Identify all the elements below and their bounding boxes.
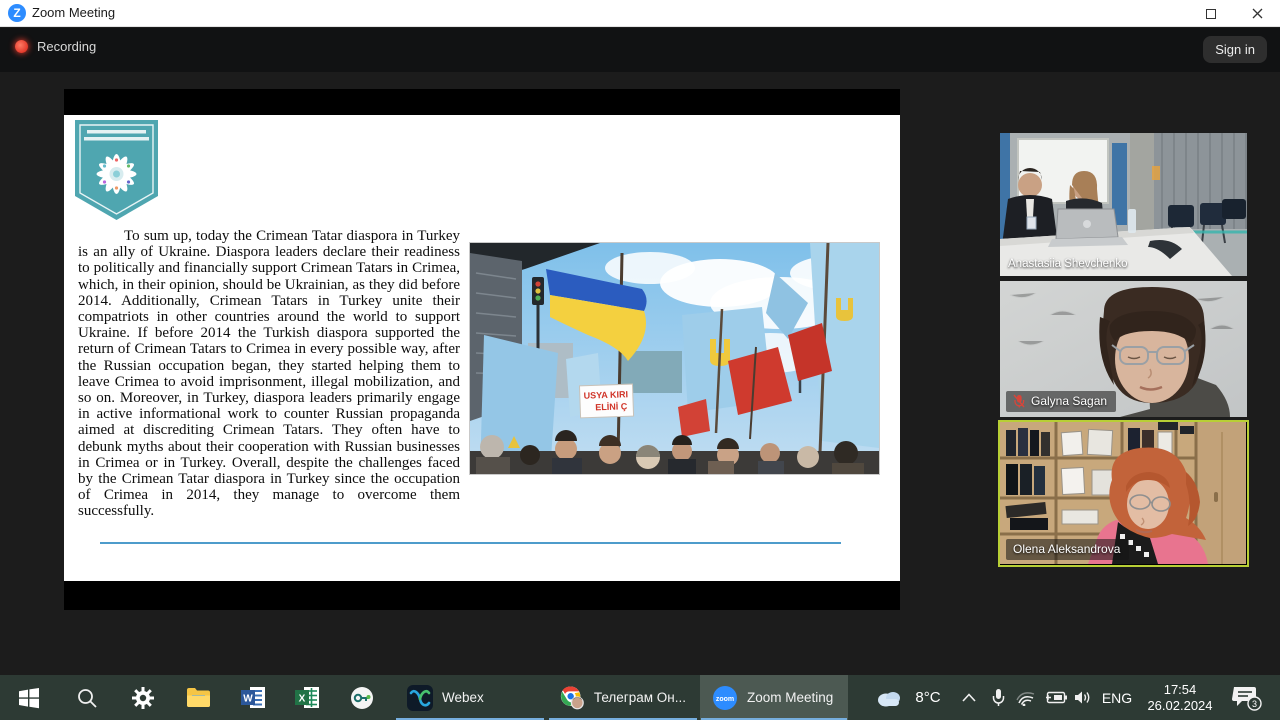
conference-room-video	[1000, 133, 1247, 276]
settings-button[interactable]	[122, 675, 164, 720]
svg-text:X: X	[298, 693, 305, 705]
language-indicator[interactable]: ENG	[1101, 689, 1133, 706]
window-title: Zoom Meeting	[32, 5, 116, 20]
video-tile-olena-active-speaker[interactable]	[998, 420, 1249, 567]
tray-microphone[interactable]	[985, 675, 1011, 720]
microphone-icon	[992, 688, 1005, 707]
sign-in-button[interactable]: Sign in	[1203, 36, 1267, 63]
file-explorer-button[interactable]	[177, 675, 219, 720]
svg-text:W: W	[242, 693, 253, 705]
key-app-icon	[350, 686, 374, 710]
word-icon	[241, 686, 266, 709]
restore-icon	[1206, 9, 1216, 19]
folder-icon	[186, 687, 211, 708]
recording-dot-icon	[15, 40, 28, 53]
windows-taskbar	[0, 675, 1280, 720]
participant-name-text: Galyna Sagan	[1031, 394, 1108, 408]
taskbar-webex-label: Webex	[442, 690, 484, 705]
weather-temperature[interactable]: 8°C	[915, 689, 941, 706]
excel-icon	[295, 686, 320, 709]
taskbar-webex-button[interactable]	[395, 675, 545, 720]
tray-network[interactable]	[1012, 675, 1040, 720]
slide-letterbox-bottom	[64, 581, 900, 610]
protest-sign	[579, 384, 633, 418]
tray-overflow-chevron[interactable]	[956, 675, 982, 720]
gear-icon	[131, 686, 155, 710]
participant-name-text: Olena Aleksandrova	[1013, 542, 1121, 556]
restore-window-button[interactable]	[1188, 0, 1234, 27]
slide-letterbox-top	[64, 89, 900, 115]
participant-name-label	[1006, 539, 1129, 560]
shared-screen-slide	[64, 89, 900, 610]
video-tile-galyna[interactable]	[1000, 281, 1247, 417]
action-center-button[interactable]	[1224, 675, 1270, 720]
search-button[interactable]	[66, 675, 108, 720]
battery-charging-icon	[1044, 691, 1067, 704]
sign-text-line2: ELİNİ Ç	[595, 401, 628, 413]
recording-label: Recording	[37, 39, 97, 54]
notification-count-badge: 3	[1251, 698, 1258, 709]
participant-name-label	[1006, 391, 1116, 412]
clock-time: 17:54	[1163, 681, 1197, 697]
weather-cloud-icon[interactable]	[872, 675, 906, 720]
close-icon	[1252, 8, 1263, 19]
zoom-app-icon: Z	[8, 4, 26, 22]
start-button[interactable]	[8, 675, 50, 720]
university-crest-logo	[73, 118, 160, 222]
excel-button[interactable]	[286, 675, 328, 720]
muted-mic-icon	[1013, 394, 1025, 408]
clock-date: 26.02.2024	[1147, 697, 1213, 713]
taskbar-telegram-label: Телеграм Он...	[593, 690, 686, 705]
slide-paragraph: To sum up, today the Crimean Tatar diaspora in Turkey is an ally of Ukraine. Diaspora leaders declare their readiness to politically and financially support Crimean Tatars in Crimea, which, in their opinion, should be Ukrainian, as they did before 2014. Additionally, Crimean Tatars in Turkey unite their compatriots in other countries around the world to support Ukraine. If before 2014 the Turkish diaspora supported the return of Crimean Tatars to Crimea in every possible way, after the Russian occupation began, they started helping them to leave Crimea to avoid imprisonment, illegal mobilization, and so on. Moreover, in Turkey, diaspora leaders primarily engage in active informational work to counter Russian propaganda aimed at discrediting Crimean Tatars. They often have to debunk myths about their cooperation with Russian businesses in Crimea or in Turkey. Overall, despite the challenges faced by the Crimean Tatar diaspora in Turkey since the occupation of Crimea in 2014, they manage to overcome them successfully.	[78, 228, 460, 520]
chrome-profile-icon	[560, 684, 585, 712]
video-tile-anastasiia[interactable]	[1000, 133, 1247, 276]
participant-name-text: Anastasiia Shevchenko	[1008, 258, 1128, 270]
slide-content	[64, 115, 900, 581]
speaker-icon	[1074, 690, 1092, 705]
zoom-icon-text: zoom	[715, 695, 735, 703]
meeting-toolbar	[0, 28, 1280, 72]
clock[interactable]	[1139, 675, 1221, 720]
taskbar-zoom-label: Zoom Meeting	[747, 690, 834, 705]
taskbar-zoom-button[interactable]	[700, 675, 848, 720]
windows-logo-icon	[18, 687, 40, 709]
recording-indicator	[15, 39, 96, 54]
wifi-icon	[1016, 690, 1036, 706]
rally-photo	[470, 243, 879, 474]
zoom-taskbar-icon	[712, 685, 738, 711]
participant-name-label	[1008, 258, 1128, 270]
word-button[interactable]	[232, 675, 274, 720]
password-manager-button[interactable]	[341, 675, 383, 720]
window-titlebar	[0, 0, 1280, 27]
sign-text-line1: USYA KIRI	[583, 389, 629, 401]
slide-divider-line	[100, 542, 841, 544]
taskbar-telegram-chrome-button[interactable]	[548, 675, 698, 720]
webex-icon	[407, 685, 433, 711]
tray-battery[interactable]	[1041, 675, 1069, 720]
search-icon	[76, 687, 98, 709]
tray-volume[interactable]	[1069, 675, 1097, 720]
close-window-button[interactable]	[1234, 0, 1280, 27]
chevron-up-icon	[962, 693, 976, 702]
